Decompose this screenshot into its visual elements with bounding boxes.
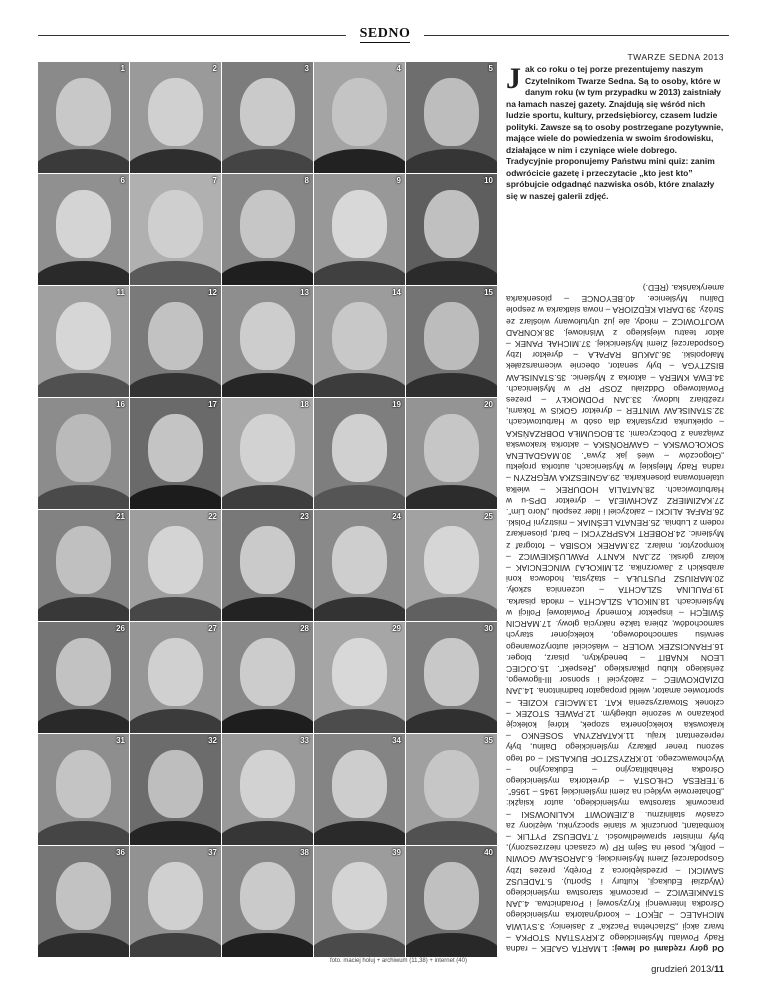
person-face	[424, 526, 479, 595]
person-face	[56, 414, 111, 483]
header-rule-right	[424, 35, 729, 36]
photo-number: 20	[484, 400, 493, 409]
person-face	[240, 862, 295, 931]
portrait-photo	[38, 286, 130, 398]
magazine-brand	[356, 26, 414, 43]
photo-number: 39	[392, 848, 401, 857]
photo-number: 34	[392, 736, 401, 745]
page-number: 11	[713, 964, 724, 975]
portrait-photo	[406, 174, 498, 286]
photo-number: 18	[300, 400, 309, 409]
photo-number: 8	[304, 176, 309, 185]
portrait-photo	[130, 174, 222, 286]
person-face	[56, 78, 111, 147]
portrait-photo	[130, 510, 222, 622]
person-face	[424, 638, 479, 707]
photo-number: 3	[304, 64, 309, 73]
answers-text: 1.MARTA GAJEK – radna Rady Powiatu Myślenickiego 2.KRYSTIAN STOPKA – twarz akcji „Szlachetna Paczka” z Jasienicy. 3.SYLWIA MICHALEC – JĘKOT – koordynatorka myślenickiego Ośrodka Interwencji Kryzysowej i Poradnictwa. 4.JAN STANKIEWICZ – pracownik starostwa myślenickiego (Wydział Edukacji, Kultury i Sportu). 5.TADEUSZ SAWICKI – przedsiębiorca z Poręby, prezes Izby Gospodarczej Ziemi Myślenickiej. 6.JAROSŁAW GOWIN – polityk, poseł na Sejm RP (w czasach niezrzeszony), były minister sprawiedliwości. 7.TADEUSZ PYTLIK – kombatant, porucznik w stanie spoczynku, więziony za czasów stalinizmu. 8.ZIEMOWIT KALINOWSKI – pracownik starostwa myślenickiego, autor książki: „Bohaterowie wyklęci na ziemi myślenickiej 1945 – 1956”. 9.TERESA CHŁOSTA – dyrektorka myślenickiego Ośrodka Rehabilitacyjno – Edukacyjno – Wychowawczego. 10.KRZYSZTOF BUKALSKI – od tego sezonu trener piłkarzy myślenickiego Dalinu, były reprezentant kraju. 11.KATARZYNA SOSENKO – krakowska kolekcjonerka szopek, której kolekcję pokazano w sezonie ubiegłym. 12.PAWEŁ STOŻEK – członek Stowarzyszenia KAT. 13.MACIEJ KOZIEŁ – sportowiec amator, wielki propagator badmintona. 14.JAN DZIADKOWIEC – założyciel i sponsor III-ligowego, żeńskiego klubu piłkarskiego „Respekt”. 15.OJCIEC LEON KNABIT – benedyktyn, pisarz, bloger. 16.FRANCISZEK WOLER – właściciel autoryzowanego serwisu samochodowego, kolekcjoner starych samochodów, zbiera także nakrycia głowy. 17.MARCIN ŚWIĘCH – inspektor Komendy Powiatowej Policji w Myślenicach. 18.NIKOLA SZLACHTA – młoda pisarka. 19.PAULINA SZLACHTA – uczennica szkoły. 20.MARIUSZ PUSTUŁA – stażysta, hodowca koni arabskich z Jaworznika. 21.MIKOŁAJ WINCENCIAK – kolarz górski. 22.JAN KANTY PAWLUŚKIEWICZ – kompozytor, malarz. 23.MAREK KOSIBA – fotograf z Myślenic. 24.ROBERT KASPRZYCKI – bard, piosenkarz rodem z Lubnia. 25.RENATA LEŚNIAK – mistrzyni Polski. 26.RAFAŁ ALICKI – założyciel i lider zespołu „Noro Lim”. 27.KAZIMIERZ ZACHWIEJA – dyrektor DPS-u w Harbutowicach. 28.NATALIA HODUREK – wielka utalentowana piosenkarka. 29.AGNIESZKA WĘGRZYN – radna Rady Miejskiej w Myślenicach, autorka projektu „Głogoczów – wieś jak żywa”. 30.MAGDALENA SOKOŁOWSKA – GAWROŃSKA – aktorka krakowska związana z Dobczycami. 31.BOGUMIŁA DOBRZAŃSKA – opiekunka przystańka dla osób w Harbutowicach. 32.STANISŁAW WINTER – dyrektor GOKiS w Tokarni, rzeźbiarz ludowy. 33.JAN PODMOKŁY – prezes Powiatowego Oddziału ZOSP RP w Myślenicach. 34.EWA KMERA – aktorka z Myślenic. 35.STANISŁAW BISZTYGA – były senator, obecnie wicemarszałek Małopolski. 36.JAKUB RAPAŁA – dyrektor Izby Gospodarczej Ziemi Myślenickiej. 37.MICHAŁ PANEK – aktor teatru wiejskiego z Wiśniowej. 38.KONRAD WOJTOWICZ – młody, ale już utytułowany wioślarz ze Stróży. 39.DARIA KĘDZIORA – nowa siatkarka w zespole Dalinu Myślenice. 40.BEYONCE – piosenkarka amerykańska. (RED.)	[506, 283, 724, 954]
portrait-photo	[222, 510, 314, 622]
quiz-answers-upside-down	[506, 174, 724, 954]
person-face	[148, 638, 203, 707]
person-face	[148, 78, 203, 147]
portrait-photo	[130, 286, 222, 398]
photo-number: 21	[116, 512, 125, 521]
page-footer	[651, 964, 724, 975]
photo-number: 16	[116, 400, 125, 409]
photo-number: 27	[208, 624, 217, 633]
portrait-photo	[314, 734, 406, 846]
person-face	[56, 862, 111, 931]
photo-number: 9	[396, 176, 401, 185]
photo-number: 24	[392, 512, 401, 521]
person-face	[148, 414, 203, 483]
person-face	[240, 638, 295, 707]
person-face	[424, 414, 479, 483]
person-face	[240, 414, 295, 483]
portrait-photo	[222, 622, 314, 734]
photo-number: 2	[212, 64, 217, 73]
photo-number: 23	[300, 512, 309, 521]
photo-number: 31	[116, 736, 125, 745]
photo-credit: foto. maciej holuj + archiwum (11,38) + internet (40)	[330, 958, 467, 964]
photo-number: 22	[208, 512, 217, 521]
person-face	[148, 190, 203, 259]
person-face	[332, 414, 387, 483]
photo-number: 32	[208, 736, 217, 745]
person-face	[332, 638, 387, 707]
person-face	[332, 750, 387, 819]
person-face	[56, 750, 111, 819]
header-rule-left	[38, 35, 346, 36]
page-header	[38, 26, 729, 46]
person-face	[148, 750, 203, 819]
portrait-photo	[38, 846, 130, 958]
person-face	[148, 302, 203, 371]
portrait-photo	[406, 510, 498, 622]
portrait-photo	[222, 398, 314, 510]
person-face	[424, 862, 479, 931]
portrait-photo	[314, 846, 406, 958]
person-face	[424, 78, 479, 147]
photo-number: 14	[392, 288, 401, 297]
person-face	[240, 190, 295, 259]
photo-number: 38	[300, 848, 309, 857]
portrait-photo	[314, 174, 406, 286]
person-face	[240, 750, 295, 819]
photo-number: 36	[116, 848, 125, 857]
photo-number: 30	[484, 624, 493, 633]
footer-month: grudzień 2013/	[651, 964, 714, 975]
person-face	[56, 302, 111, 371]
photo-number: 19	[392, 400, 401, 409]
portrait-photo	[314, 510, 406, 622]
person-face	[332, 190, 387, 259]
person-face	[332, 526, 387, 595]
portrait-photo	[130, 846, 222, 958]
photo-number: 33	[300, 736, 309, 745]
brand-underline	[360, 42, 410, 43]
portrait-photo	[130, 622, 222, 734]
photo-number: 13	[300, 288, 309, 297]
portrait-photo	[38, 62, 130, 174]
portrait-photo	[406, 62, 498, 174]
portrait-photo	[222, 62, 314, 174]
photo-number: 5	[488, 64, 493, 73]
section-title: TWARZE SEDNA 2013	[627, 52, 724, 62]
portrait-photo	[314, 286, 406, 398]
portrait-photo	[222, 286, 314, 398]
portrait-photo	[38, 510, 130, 622]
drop-cap: J	[506, 62, 521, 95]
person-face	[240, 78, 295, 147]
portrait-photo	[314, 622, 406, 734]
person-face	[56, 638, 111, 707]
portrait-photo	[406, 286, 498, 398]
photo-number: 15	[484, 288, 493, 297]
photo-number: 40	[484, 848, 493, 857]
photo-number: 26	[116, 624, 125, 633]
portrait-photo	[38, 734, 130, 846]
photo-number: 37	[208, 848, 217, 857]
portrait-photo	[130, 398, 222, 510]
photo-number: 1	[120, 64, 125, 73]
portrait-photo	[406, 734, 498, 846]
person-face	[240, 526, 295, 595]
portrait-photo	[314, 62, 406, 174]
portrait-photo	[38, 622, 130, 734]
portrait-photo	[130, 62, 222, 174]
photo-number: 35	[484, 736, 493, 745]
portrait-photo	[130, 734, 222, 846]
portrait-photo	[38, 174, 130, 286]
portrait-photo	[38, 398, 130, 510]
photo-number: 7	[212, 176, 217, 185]
portrait-photo	[222, 846, 314, 958]
person-face	[148, 526, 203, 595]
photo-gallery	[38, 62, 498, 958]
person-face	[56, 190, 111, 259]
person-face	[424, 302, 479, 371]
portrait-photo	[406, 398, 498, 510]
person-face	[332, 78, 387, 147]
photo-number: 17	[208, 400, 217, 409]
portrait-photo	[406, 846, 498, 958]
photo-number: 6	[120, 176, 125, 185]
article-text-column	[498, 62, 728, 958]
photo-number: 12	[208, 288, 217, 297]
person-face	[148, 862, 203, 931]
brand-name: SEDNO	[359, 26, 411, 41]
person-face	[332, 862, 387, 931]
answers-lead: Od góry rzędami od lewej:	[611, 944, 724, 954]
person-face	[424, 750, 479, 819]
person-face	[424, 190, 479, 259]
person-face	[240, 302, 295, 371]
photo-number: 29	[392, 624, 401, 633]
photo-number: 10	[484, 176, 493, 185]
portrait-photo	[314, 398, 406, 510]
photo-number: 11	[116, 288, 125, 297]
photo-number: 28	[300, 624, 309, 633]
portrait-photo	[406, 622, 498, 734]
portrait-photo	[222, 174, 314, 286]
person-face	[332, 302, 387, 371]
intro-text: ak co roku o tej porze prezentujemy naszym Czytelnikom Twarze Sedna. Są to osoby, które w danym roku (w tym przypadku w 2013) zaistniały na łamach naszej gazety. Znajdują się wśród nich ludzie sportu, kultury, przedsiębiorcy, czasem ludzie polityki. Zawsze są to osoby postrzegane pozytywnie, mające wiele do powiedzenia w swoim środowisku, działające w nim i czyniące wiele dobrego. Tradycyjnie proponujemy Państwu mini quiz: zanim odwrócicie gazetę i przeczytacie „kto jest kto” spróbujcie odgadnąć nazwiska osób, które znalazły się w naszej galerii zdjęć.	[506, 64, 724, 201]
photo-number: 4	[396, 64, 401, 73]
photo-number: 25	[484, 512, 493, 521]
person-face	[56, 526, 111, 595]
portrait-photo	[222, 734, 314, 846]
